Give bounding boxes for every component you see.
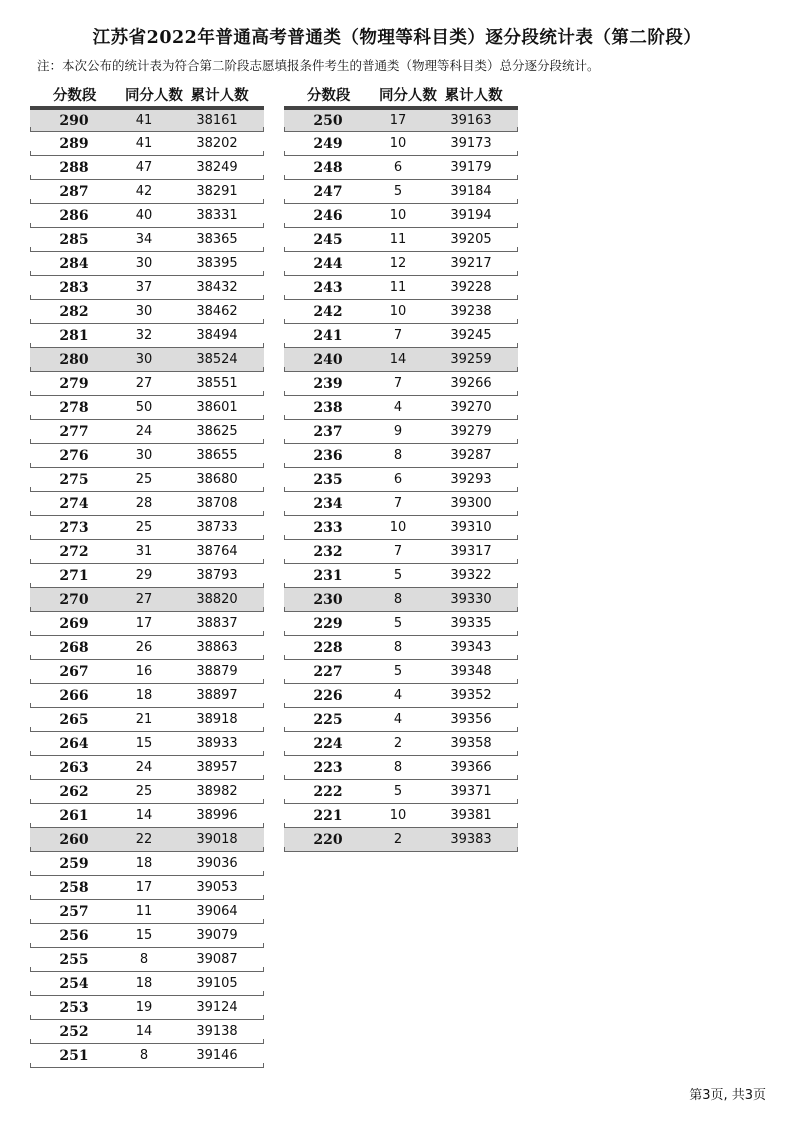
table-row (30, 636, 264, 660)
cumulative-cell: 39352 (450, 688, 492, 703)
cumulative-cell: 38395 (196, 256, 238, 271)
cumulative-cell: 38793 (196, 568, 238, 583)
cumulative-cell: 39383 (450, 832, 492, 847)
cumulative-cell: 39146 (196, 1048, 238, 1063)
score-cell: 283 (59, 279, 89, 296)
cumulative-cell: 38957 (196, 760, 238, 775)
cumulative-cell: 39018 (196, 832, 238, 847)
same-count-cell: 6 (393, 472, 403, 487)
cumulative-cell: 38733 (196, 520, 238, 535)
cumulative-cell: 39330 (450, 592, 492, 607)
table-row (30, 300, 264, 324)
table-row (30, 756, 264, 780)
score-cell: 227 (313, 663, 343, 680)
cumulative-cell: 39348 (450, 664, 492, 679)
table-row (30, 444, 264, 468)
cumulative-cell: 38996 (196, 808, 238, 823)
cumulative-cell: 38820 (196, 592, 238, 607)
score-cell: 263 (59, 759, 89, 776)
cumulative-cell: 39317 (450, 544, 492, 559)
same-count-cell: 31 (135, 544, 153, 559)
table-row (284, 132, 518, 156)
score-cell: 222 (313, 783, 343, 800)
table-row (284, 660, 518, 684)
same-count-cell: 4 (393, 688, 403, 703)
score-cell: 220 (313, 831, 343, 848)
same-count-cell: 7 (393, 496, 403, 511)
cumulative-cell: 39064 (196, 904, 238, 919)
score-cell: 242 (313, 303, 343, 320)
cumulative-cell: 39293 (450, 472, 492, 487)
score-cell: 285 (59, 231, 89, 248)
same-count-cell: 5 (393, 784, 403, 799)
table-row (284, 204, 518, 228)
header-same-count: 同分人数 (124, 87, 183, 104)
same-count-cell: 27 (135, 376, 153, 391)
score-cell: 258 (59, 879, 89, 896)
table-row (30, 396, 264, 420)
score-cell: 245 (313, 231, 343, 248)
score-cell: 235 (313, 471, 343, 488)
score-cell: 255 (59, 951, 89, 968)
score-cell: 247 (313, 183, 343, 200)
same-count-cell: 16 (135, 664, 153, 679)
table-header (30, 82, 264, 108)
same-count-cell: 8 (393, 592, 403, 607)
table-row (30, 780, 264, 804)
score-cell: 251 (59, 1047, 89, 1064)
score-cell: 231 (313, 567, 343, 584)
cumulative-cell: 39245 (450, 328, 492, 343)
table-row (30, 156, 264, 180)
table-row (284, 180, 518, 204)
table-row (30, 132, 264, 156)
table-row (30, 1044, 264, 1068)
table-row (30, 468, 264, 492)
same-count-cell: 6 (393, 160, 403, 175)
table-row (284, 324, 518, 348)
score-cell: 287 (59, 183, 89, 200)
table-row (284, 300, 518, 324)
table-row (30, 948, 264, 972)
table-row (284, 444, 518, 468)
same-count-cell: 11 (135, 904, 153, 919)
table-row (284, 756, 518, 780)
cumulative-cell: 39371 (450, 784, 492, 799)
score-cell: 228 (313, 639, 343, 656)
cumulative-cell: 38764 (196, 544, 238, 559)
cumulative-cell: 39079 (196, 928, 238, 943)
cumulative-cell: 38365 (196, 232, 238, 247)
table-row (30, 996, 264, 1020)
cumulative-cell: 38331 (196, 208, 238, 223)
table-row (284, 372, 518, 396)
table-row (284, 804, 518, 828)
table-row (30, 492, 264, 516)
same-count-cell: 5 (393, 616, 403, 631)
score-cell: 229 (313, 615, 343, 632)
same-count-cell: 8 (393, 760, 403, 775)
score-cell: 270 (59, 591, 89, 608)
table-row (30, 180, 264, 204)
same-count-cell: 14 (135, 808, 153, 823)
table-row (30, 660, 264, 684)
same-count-cell: 41 (135, 113, 153, 128)
cumulative-cell: 38432 (196, 280, 238, 295)
cumulative-cell: 38625 (196, 424, 238, 439)
same-count-cell: 32 (135, 328, 153, 343)
same-count-cell: 2 (393, 832, 403, 847)
table-row (30, 420, 264, 444)
same-count-cell: 34 (135, 232, 153, 247)
table-row (284, 276, 518, 300)
table-row (284, 540, 518, 564)
score-cell: 236 (313, 447, 343, 464)
score-cell: 268 (59, 639, 89, 656)
score-cell: 267 (59, 663, 89, 680)
score-cell: 284 (59, 255, 89, 272)
cumulative-cell: 39217 (450, 256, 492, 271)
cumulative-cell: 39270 (450, 400, 492, 415)
score-cell: 273 (59, 519, 89, 536)
table-row (30, 252, 264, 276)
score-cell: 232 (313, 543, 343, 560)
score-cell: 237 (313, 423, 343, 440)
cumulative-cell: 38551 (196, 376, 238, 391)
cumulative-cell: 39287 (450, 448, 492, 463)
cumulative-cell: 38494 (196, 328, 238, 343)
same-count-cell: 37 (135, 280, 153, 295)
header-score: 分数段 (306, 87, 351, 104)
score-cell: 225 (313, 711, 343, 728)
header-score: 分数段 (52, 87, 97, 104)
table-row (30, 1020, 264, 1044)
score-cell: 254 (59, 975, 89, 992)
same-count-cell: 8 (393, 640, 403, 655)
score-cell: 246 (313, 207, 343, 224)
table-row (284, 420, 518, 444)
score-cell: 286 (59, 207, 89, 224)
same-count-cell: 19 (135, 1000, 153, 1015)
same-count-cell: 2 (393, 736, 403, 751)
cumulative-cell: 38249 (196, 160, 238, 175)
table-row (284, 396, 518, 420)
cumulative-cell: 38655 (196, 448, 238, 463)
cumulative-cell: 39184 (450, 184, 492, 199)
same-count-cell: 10 (389, 304, 407, 319)
score-cell: 252 (59, 1023, 89, 1040)
table-row (30, 564, 264, 588)
cumulative-cell: 38879 (196, 664, 238, 679)
same-count-cell: 24 (135, 760, 153, 775)
cumulative-cell: 39138 (196, 1024, 238, 1039)
score-cell: 257 (59, 903, 89, 920)
cumulative-cell: 38161 (196, 113, 238, 128)
cumulative-cell: 39053 (196, 880, 238, 895)
cumulative-cell: 39366 (450, 760, 492, 775)
table-row (30, 972, 264, 996)
cumulative-cell: 39124 (196, 1000, 238, 1015)
same-count-cell: 14 (389, 352, 407, 367)
same-count-cell: 21 (135, 712, 153, 727)
same-count-cell: 18 (135, 688, 153, 703)
score-cell: 256 (59, 927, 89, 944)
same-count-cell: 17 (135, 880, 153, 895)
same-count-cell: 10 (389, 208, 407, 223)
table-row (284, 732, 518, 756)
table-row (30, 732, 264, 756)
same-count-cell: 7 (393, 328, 403, 343)
cumulative-cell: 39228 (450, 280, 492, 295)
score-cell: 239 (313, 375, 343, 392)
score-table-right (284, 82, 518, 852)
cumulative-cell: 38601 (196, 400, 238, 415)
table-row (284, 108, 518, 132)
cumulative-cell: 38918 (196, 712, 238, 727)
table-row (30, 540, 264, 564)
same-count-cell: 4 (393, 712, 403, 727)
cumulative-cell: 39310 (450, 520, 492, 535)
table-row (30, 204, 264, 228)
table-row (30, 684, 264, 708)
score-cell: 271 (59, 567, 89, 584)
cumulative-cell: 38863 (196, 640, 238, 655)
cumulative-cell: 39105 (196, 976, 238, 991)
table-row (284, 684, 518, 708)
table-row (30, 900, 264, 924)
score-cell: 221 (313, 807, 343, 824)
table-row (30, 852, 264, 876)
same-count-cell: 8 (139, 1048, 149, 1063)
score-cell: 279 (59, 375, 89, 392)
score-cell: 280 (59, 351, 89, 368)
score-cell: 262 (59, 783, 89, 800)
table-row (30, 708, 264, 732)
table-body (284, 108, 518, 852)
same-count-cell: 29 (135, 568, 153, 583)
score-cell: 241 (313, 327, 343, 344)
table-row (284, 636, 518, 660)
score-cell: 281 (59, 327, 89, 344)
cumulative-cell: 38524 (196, 352, 238, 367)
same-count-cell: 25 (135, 784, 153, 799)
header-same-count: 同分人数 (378, 87, 437, 104)
same-count-cell: 17 (389, 113, 407, 128)
cumulative-cell: 39279 (450, 424, 492, 439)
score-cell: 269 (59, 615, 89, 632)
cumulative-cell: 39163 (450, 113, 492, 128)
cumulative-cell: 38462 (196, 304, 238, 319)
table-row (30, 108, 264, 132)
same-count-cell: 30 (135, 352, 153, 367)
table-row (284, 228, 518, 252)
cumulative-cell: 39259 (450, 352, 492, 367)
same-count-cell: 10 (389, 520, 407, 535)
same-count-cell: 9 (393, 424, 403, 439)
table-row (30, 348, 264, 372)
cumulative-cell: 39381 (450, 808, 492, 823)
same-count-cell: 7 (393, 376, 403, 391)
cumulative-cell: 39238 (450, 304, 492, 319)
score-cell: 260 (59, 831, 89, 848)
score-cell: 250 (313, 112, 343, 129)
score-cell: 274 (59, 495, 89, 512)
cumulative-cell: 39205 (450, 232, 492, 247)
same-count-cell: 5 (393, 184, 403, 199)
same-count-cell: 10 (389, 136, 407, 151)
score-table-left (30, 82, 264, 1068)
same-count-cell: 22 (135, 832, 153, 847)
same-count-cell: 17 (135, 616, 153, 631)
score-cell: 243 (313, 279, 343, 296)
table-row (284, 588, 518, 612)
table-row (284, 828, 518, 852)
same-count-cell: 50 (135, 400, 153, 415)
score-cell: 290 (59, 112, 89, 129)
same-count-cell: 26 (135, 640, 153, 655)
table-row (284, 516, 518, 540)
same-count-cell: 25 (135, 472, 153, 487)
same-count-cell: 11 (389, 232, 407, 247)
table-body (30, 108, 264, 1068)
cumulative-cell: 39179 (450, 160, 492, 175)
same-count-cell: 12 (389, 256, 407, 271)
same-count-cell: 30 (135, 304, 153, 319)
score-cell: 224 (313, 735, 343, 752)
table-row (30, 324, 264, 348)
table-row (30, 228, 264, 252)
score-cell: 233 (313, 519, 343, 536)
same-count-cell: 41 (135, 136, 153, 151)
same-count-cell: 15 (135, 928, 153, 943)
score-cell: 238 (313, 399, 343, 416)
score-cell: 226 (313, 687, 343, 704)
score-cell: 244 (313, 255, 343, 272)
score-cell: 272 (59, 543, 89, 560)
table-row (30, 612, 264, 636)
table-row (284, 780, 518, 804)
score-cell: 275 (59, 471, 89, 488)
same-count-cell: 30 (135, 448, 153, 463)
same-count-cell: 5 (393, 664, 403, 679)
cumulative-cell: 39358 (450, 736, 492, 751)
table-row (30, 876, 264, 900)
header-cumulative: 累计人数 (444, 87, 503, 104)
header-cumulative: 累计人数 (190, 87, 249, 104)
same-count-cell: 10 (389, 808, 407, 823)
same-count-cell: 8 (393, 448, 403, 463)
score-cell: 253 (59, 999, 89, 1016)
cumulative-cell: 39322 (450, 568, 492, 583)
cumulative-cell: 39356 (450, 712, 492, 727)
score-cell: 223 (313, 759, 343, 776)
table-row (284, 708, 518, 732)
same-count-cell: 4 (393, 400, 403, 415)
table-row (30, 276, 264, 300)
cumulative-cell: 38982 (196, 784, 238, 799)
same-count-cell: 42 (135, 184, 153, 199)
cumulative-cell: 38202 (196, 136, 238, 151)
same-count-cell: 30 (135, 256, 153, 271)
score-cell: 277 (59, 423, 89, 440)
page-title: 江苏省2022年普通高考普通类（物理等科目类）逐分段统计表（第二阶段） (92, 28, 702, 48)
score-cell: 261 (59, 807, 89, 824)
cumulative-cell: 38291 (196, 184, 238, 199)
score-cell: 264 (59, 735, 89, 752)
page-number: 第3页, 共3页 (689, 1088, 766, 1103)
same-count-cell: 47 (135, 160, 153, 175)
table-row (284, 612, 518, 636)
same-count-cell: 25 (135, 520, 153, 535)
cumulative-cell: 39194 (450, 208, 492, 223)
score-cell: 249 (313, 135, 343, 152)
table-row (30, 588, 264, 612)
cumulative-cell: 39087 (196, 952, 238, 967)
same-count-cell: 11 (389, 280, 407, 295)
cumulative-cell: 38897 (196, 688, 238, 703)
score-cell: 240 (313, 351, 343, 368)
cumulative-cell: 39036 (196, 856, 238, 871)
cumulative-cell: 38708 (196, 496, 238, 511)
same-count-cell: 14 (135, 1024, 153, 1039)
same-count-cell: 5 (393, 568, 403, 583)
score-cell: 289 (59, 135, 89, 152)
table-row (30, 804, 264, 828)
score-cell: 265 (59, 711, 89, 728)
same-count-cell: 24 (135, 424, 153, 439)
table-header (284, 82, 518, 108)
score-cell: 282 (59, 303, 89, 320)
same-count-cell: 8 (139, 952, 149, 967)
same-count-cell: 18 (135, 856, 153, 871)
score-cell: 230 (313, 591, 343, 608)
table-row (284, 468, 518, 492)
table-note: 注：本次公布的统计表为符合第二阶段志愿填报条件考生的普通类（物理等科目类）总分逐分段统计。 (37, 58, 600, 73)
cumulative-cell: 38837 (196, 616, 238, 631)
score-cell: 259 (59, 855, 89, 872)
same-count-cell: 7 (393, 544, 403, 559)
table-row (284, 348, 518, 372)
score-cell: 276 (59, 447, 89, 464)
cumulative-cell: 39343 (450, 640, 492, 655)
table-row (30, 372, 264, 396)
same-count-cell: 28 (135, 496, 153, 511)
same-count-cell: 18 (135, 976, 153, 991)
same-count-cell: 40 (135, 208, 153, 223)
score-cell: 234 (313, 495, 343, 512)
same-count-cell: 27 (135, 592, 153, 607)
cumulative-cell: 39300 (450, 496, 492, 511)
same-count-cell: 15 (135, 736, 153, 751)
score-cell: 288 (59, 159, 89, 176)
table-row (284, 564, 518, 588)
cumulative-cell: 39266 (450, 376, 492, 391)
table-row (30, 516, 264, 540)
score-cell: 278 (59, 399, 89, 416)
table-row (284, 156, 518, 180)
table-row (284, 492, 518, 516)
table-row (30, 924, 264, 948)
cumulative-cell: 38933 (196, 736, 238, 751)
score-cell: 266 (59, 687, 89, 704)
cumulative-cell: 38680 (196, 472, 238, 487)
cumulative-cell: 39173 (450, 136, 492, 151)
table-row (30, 828, 264, 852)
score-cell: 248 (313, 159, 343, 176)
table-row (284, 252, 518, 276)
cumulative-cell: 39335 (450, 616, 492, 631)
